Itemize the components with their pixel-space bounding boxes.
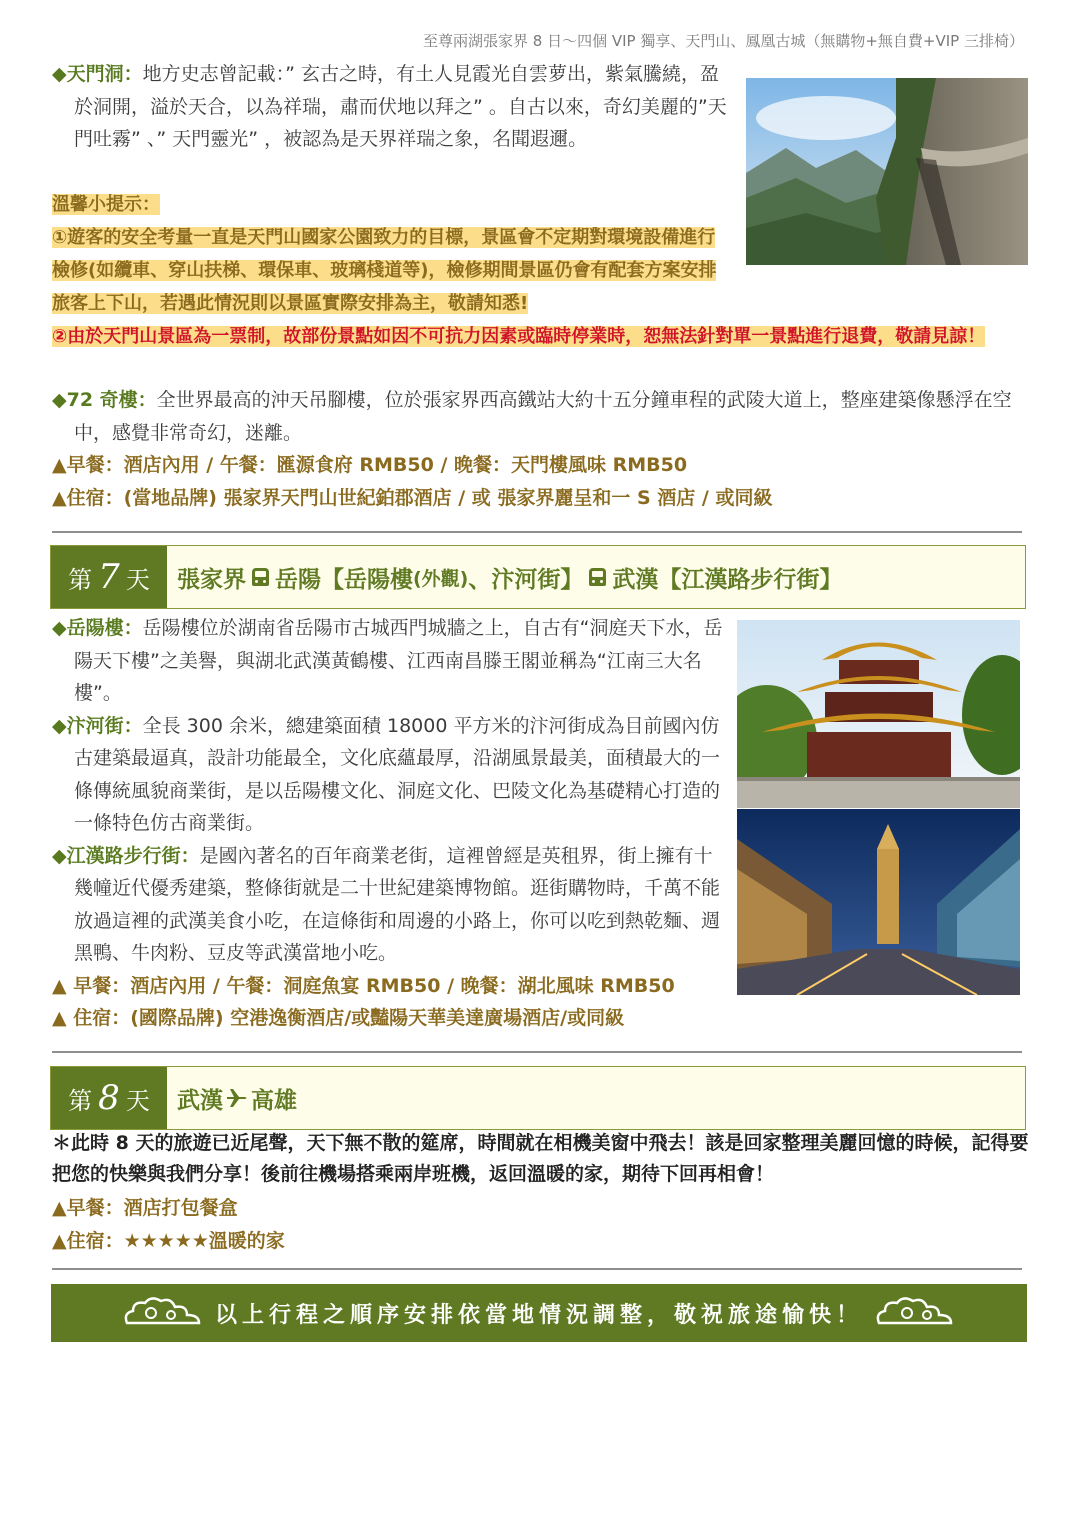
tips-title: 溫馨小提示： (52, 194, 160, 215)
tianmen-section (52, 58, 732, 156)
day7-number: 7 (98, 557, 120, 597)
jianghan-title: ◆江漢路步行街： (52, 844, 200, 867)
qilou-title: ◆72 奇樓： (52, 389, 157, 411)
divider (52, 1268, 1022, 1270)
day8-suffix: 天 (125, 1086, 150, 1115)
day7-prefix: 第 (68, 565, 93, 594)
auspicious-cloud-icon (121, 1293, 205, 1333)
day7-meals: ▲ 早餐：酒店內用 / 午餐：洞庭魚宴 RMB50 / 晚餐：湖北風味 RMB50 (52, 974, 675, 997)
day7-city1-note: (外觀) (413, 567, 469, 590)
day7-header (50, 545, 1026, 609)
tip-2: ②由於天門山景區為一票制，故部份景點如因不可抗力因素或臨時停業時，恕無法針對單一景點進行退費，敬請見諒！ (52, 326, 986, 347)
yueyang-paragraph (52, 612, 724, 710)
day8-header (50, 1066, 1026, 1130)
day7-city1: 岳陽【岳陽樓 (275, 566, 413, 593)
tianmen-body: 地方史志曾記載：” 玄古之時，有土人見霞光自雲萝出，紫氣騰繞，盈於洞開，溢於天合，以為祥瑞，肅而伏地以拜之” 。自古以來，奇幻美麗的”天門吐霧” 、” 天門靈光” ，被認為是天界祥瑞之象，名聞遐邇。 (74, 63, 727, 150)
tianmen-paragraph (52, 58, 732, 156)
day8-hotel: ▲住宿：★★★★★溫暖的家 (52, 1229, 285, 1252)
day8-note: ＊此時 8 天的旅遊已近尾聲，天下無不散的筵席，時間就在相機美窗中飛去！該是回家整理美麗回憶的時候，記得要把您的快樂與我們分享！後前往機場搭乘兩岸班機，返回溫暖的家，期待下回再相會！ (52, 1132, 1029, 1185)
day6-meals: ▲早餐：酒店內用 / 午餐：匯源食府 RMB50 / 晚餐：天門樓風味 RMB50 (52, 454, 688, 476)
jianghan-paragraph (52, 840, 724, 970)
qilou-section (52, 384, 1027, 514)
footer-text: 以上行程之順序安排依當地情況調整，敬祝旅途愉快！ (214, 1302, 863, 1328)
day7-badge (51, 546, 167, 608)
day8-content (52, 1128, 1030, 1257)
day7-from: 張家界 (177, 566, 246, 593)
jianghan-body: 是國內著名的百年商業老街，這裡曾經是英租界，街上擁有十幾幢近代優秀建築，整條街就是二十世紀建築博物館。逛街購物時，千萬不能放過這裡的武漢美食小吃，在這條街和周邊的小路上，你可以吃到熱乾麵、週黑鴨、牛肉粉、豆皮等武漢當地小吃。 (74, 844, 721, 964)
day7-title (177, 546, 842, 608)
tianmen-title: ◆天門洞： (52, 63, 143, 85)
yueyang-body: 岳陽樓位於湖南省岳陽市古城西門城牆之上，自古有“洞庭天下水，岳陽天下樓”之美譽，與湖北武漢黃鶴樓、江西南昌滕王閣並稱為“江南三大名樓”。 (74, 617, 723, 704)
day8-from: 武漢 (177, 1087, 223, 1114)
auspicious-cloud-icon (873, 1293, 957, 1333)
day7-suffix: 天 (125, 565, 150, 594)
bianhe-title: ◆汴河街： (52, 714, 143, 737)
bianhe-paragraph (52, 710, 724, 840)
yueyang-tower-photo (737, 620, 1020, 808)
day7-city2: 武漢【江漢路步行街】 (612, 566, 843, 593)
tips-box (52, 188, 1032, 353)
day7-content (52, 612, 724, 1035)
qilou-paragraph (52, 384, 1027, 449)
day7-city1-rest: 、汴河街】 (468, 566, 584, 593)
day8-to: 高雄 (251, 1087, 297, 1114)
airplane-icon (226, 1088, 248, 1108)
day8-number: 8 (98, 1078, 120, 1118)
divider (52, 531, 1022, 533)
bus-icon (589, 568, 606, 586)
divider (52, 1051, 1022, 1053)
day8-badge (51, 1067, 167, 1129)
day8-prefix: 第 (68, 1086, 93, 1115)
tip-1: ①遊客的安全考量一直是天門山國家公園致力的目標，景區會不定期對環境設備進行檢修(如纜車、穿山扶梯、環保車、玻璃棧道等)，檢修期間景區仍會有配套方案安排旅客上下山，若遇此情況則以景區實際安排為主，敬請知悉! (52, 227, 717, 314)
footer-banner (51, 1284, 1027, 1342)
day7-hotel: ▲ 住宿：(國際品牌) 空港逸衡酒店/或豔陽天華美達廣場酒店/或同級 (52, 1007, 625, 1029)
day6-hotel: ▲住宿：(當地品牌) 張家界天門山世紀鉑郡酒店 / 或 張家界麗呈和一 S 酒店 / 或同級 (52, 486, 773, 509)
jianghan-street-photo (737, 809, 1020, 995)
document-header: 至尊兩湖張家界 8 日～四個 VIP 獨享、天門山、鳳凰古城（無購物+無自費+VIP 三排椅） (423, 32, 1024, 50)
yueyang-title: ◆岳陽樓： (52, 617, 143, 639)
day8-title (177, 1067, 297, 1129)
bianhe-body: 全長 300 余米，總建築面積 18000 平方米的汴河街成為目前國內仿古建築最逼真，設計功能最全，文化底蘊最厚，沿湖風景最美，面積最大的一條傳統風貌商業街，是以岳陽樓文化、洞庭文化、巴陵文化為基礎精心打造的一條特色仿古商業街。 (74, 714, 721, 834)
qilou-body: 全世界最高的沖天吊腳樓，位於張家界西高鐵站大約十五分鐘車程的武陵大道上，整座建築像懸浮在空中，感覺非常奇幻，迷離。 (74, 389, 1012, 444)
day8-meal: ▲早餐：酒店打包餐盒 (52, 1197, 238, 1219)
bus-icon (252, 568, 269, 586)
